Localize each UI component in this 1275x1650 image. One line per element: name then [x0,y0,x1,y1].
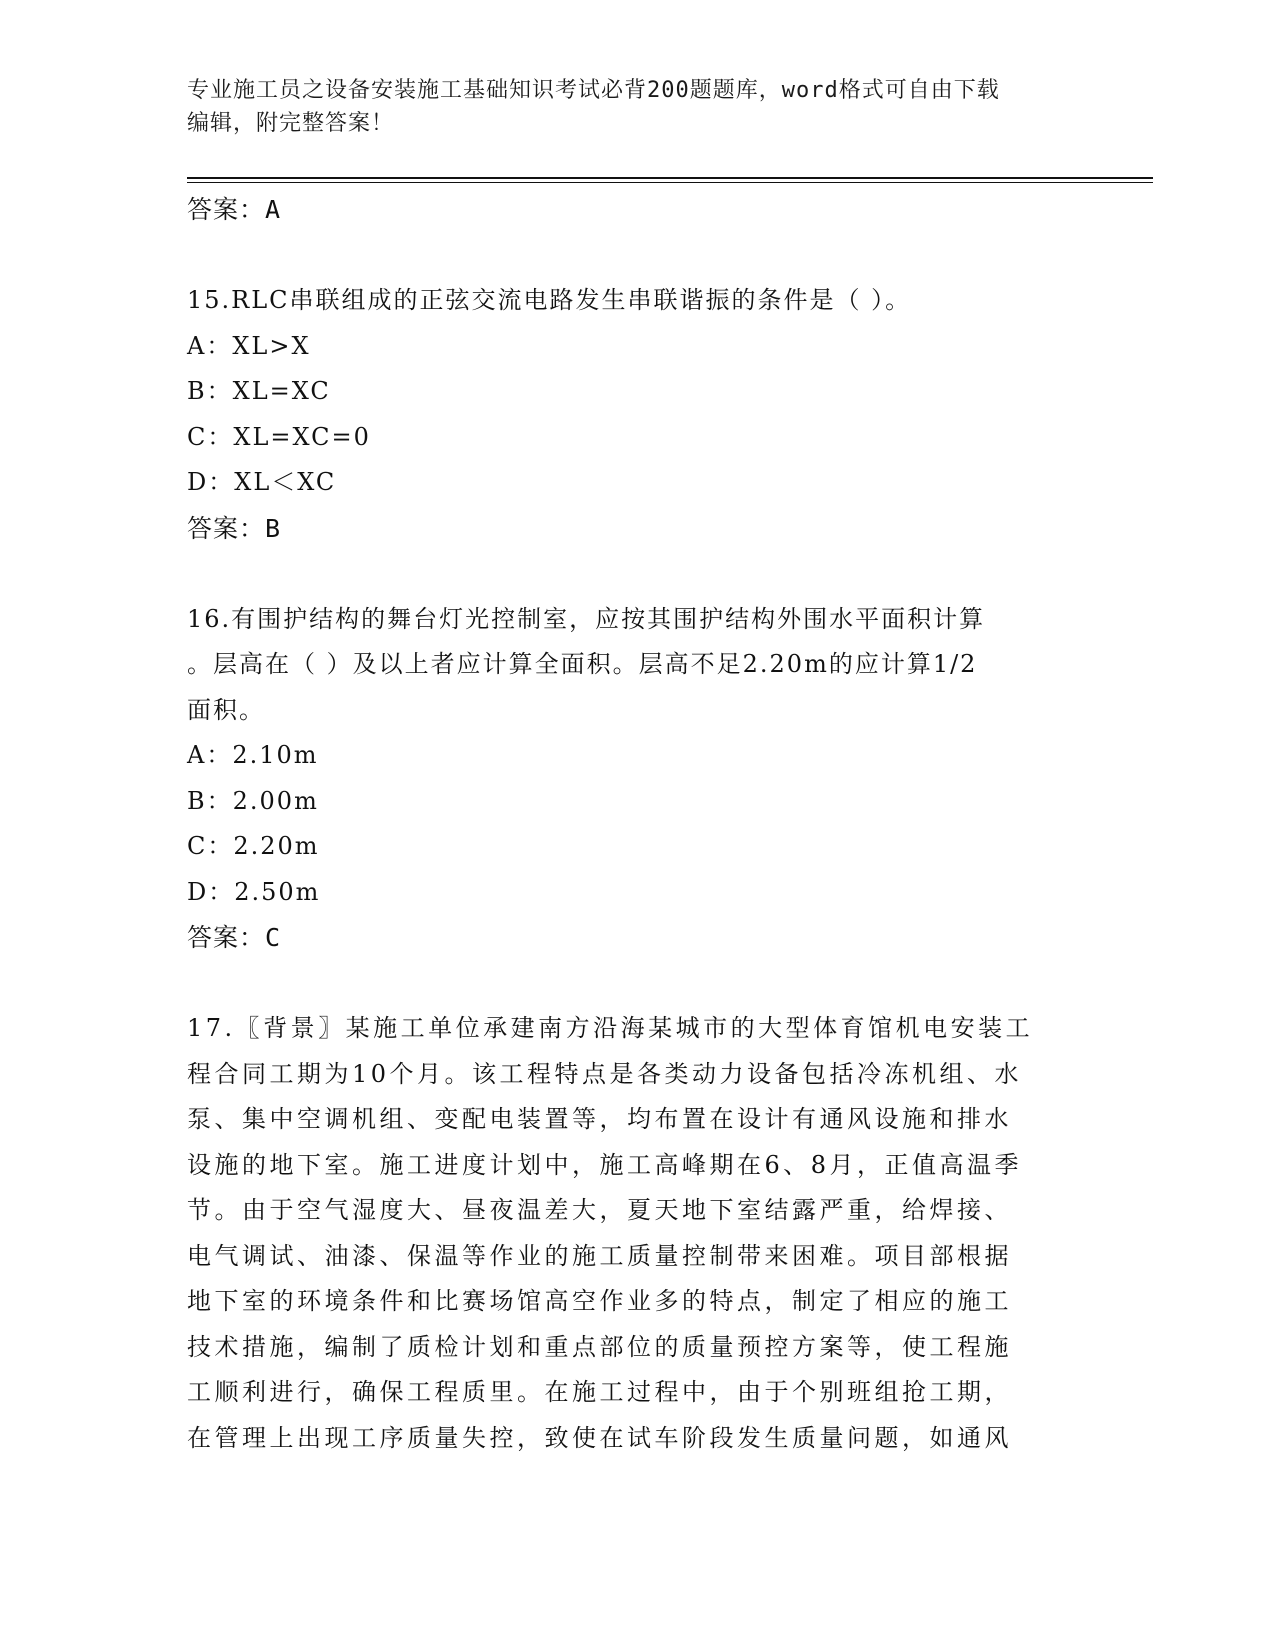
option-16-d: D：2.50m [187,877,321,906]
option-15-a: A：XL>X [187,331,311,360]
question-17-line: 技术措施，编制了质检计划和重点部位的质量预控方案等，使工程施 [187,1332,1012,1361]
question-16-line-3: 面积。 [187,695,265,724]
document-body [187,187,1067,1461]
option-15-b: B：XL=XC [187,377,331,405]
option-16-b: B：2.00m [187,786,319,815]
question-17 [187,1006,1067,1461]
option-16-c: C：2.20m [187,832,320,860]
question-16-line-1: 16.有围护结构的舞台灯光控制室，应按其围护结构外围水平面积计算 [187,604,986,633]
question-17-line: 工顺利进行，确保工程质里。在施工过程中，由于个别班组抢工期， [187,1378,1012,1406]
option-16-a: A：2.10m [187,741,319,769]
spacer [187,233,1067,279]
question-15: 15.RLC串联组成的正弦交流电路发生串联谐振的条件是（ ）。 [187,286,912,314]
header-line-1: 专业施工员之设备安装施工基础知识考试必背200题题库，word格式可自由下载 [187,78,1000,103]
question-16-line-2: 。层高在（ ）及以上者应计算全面积。层高不足2.20m的应计算1/2 [187,650,978,678]
header-line-2: 编辑，附完整答案！ [187,111,395,136]
question-17-line: 地下室的环境条件和比赛场馆高空作业多的特点，制定了相应的施工 [187,1287,1012,1315]
question-17-line: 在管理上出现工序质量失控，致使在试车阶段发生质量问题，如通风 [187,1423,1012,1452]
question-17-line: 泵、集中空调机组、变配电装置等，均布置在设计有通风设施和排水 [187,1105,1012,1133]
answer-q16: 答案：C [187,923,282,952]
question-17-line: 设施的地下室。施工进度计划中，施工高峰期在6、8月，正值高温季 [187,1150,1023,1179]
page-header [187,74,1067,140]
spacer [187,551,1067,597]
answer-q15: 答案：B [187,513,282,543]
question-17-line: 17.〖背景〗某施工单位承建南方沿海某城市的大型体育馆机电安装工 [187,1014,1034,1042]
spacer [187,961,1067,1007]
option-15-c: C：XL=XC=0 [187,422,371,451]
question-17-line: 程合同工期为10个月。该工程特点是各类动力设备包括冷冻机组、水 [187,1059,1023,1088]
answer-q14: 答案：A [187,195,282,224]
question-17-line: 电气调试、油漆、保温等作业的施工质量控制带来困难。项目部根据 [187,1241,1012,1270]
header-divider [187,177,1153,183]
question-17-line: 节。由于空气湿度大、昼夜温差大，夏天地下室结露严重，给焊接、 [187,1196,1012,1224]
option-15-d: D：XL＜XC [187,468,337,496]
